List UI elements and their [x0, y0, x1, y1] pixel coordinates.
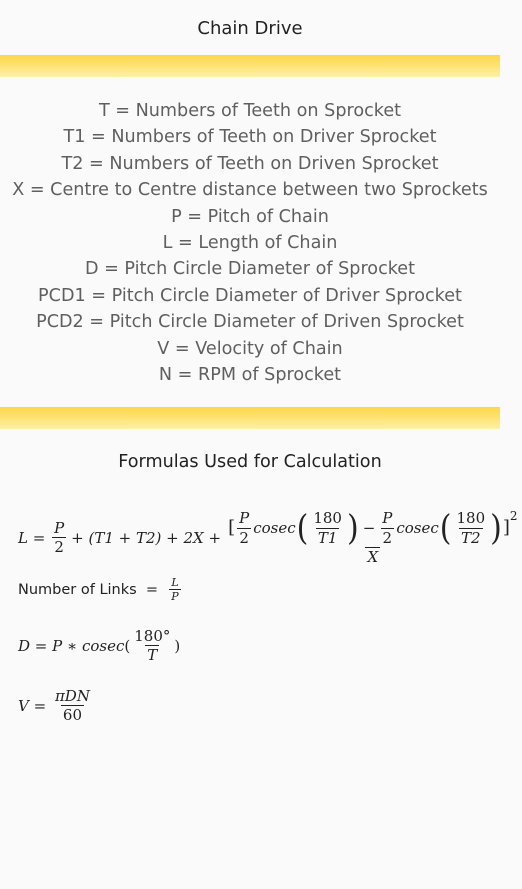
formula-pitch-diameter: D = P ∗ cosec ( $\frac{180^\circ}{T}$ )	[18, 626, 181, 665]
legend-item-pcd1: PCD1 = Pitch Circle Diameter of Driver Sprocket	[38, 285, 462, 306]
legend-item-l: L = Length of Chain	[162, 233, 338, 254]
app-bar	[0, 0, 500, 56]
formula-chain-velocity: V = $\frac{\text{πDN}}{60}$	[18, 686, 90, 725]
legend-item-v: V = Velocity of Chain	[157, 338, 343, 359]
legend-item-p: P = Pitch of Chain	[171, 206, 329, 227]
legend-item-t1: T1 = Numbers of Teeth on Driver Sprocket	[63, 127, 437, 148]
legend-item-pcd2: PCD2 = Pitch Circle Diameter of Driven Sprocket	[36, 312, 464, 333]
fraction-main: [ $\frac{P}{2}$ cosec ( $\frac{180}{T1}$ ) − $\frac{P}{2}$ cosec ( $\frac{180}{T2}$ ) ] $^2$ X	[228, 507, 518, 566]
formula-number-of-links: Number of Links = $\frac{L}{P}$	[18, 575, 179, 604]
accent-band-middle	[0, 407, 500, 429]
legend-item-t2: T2 = Numbers of Teeth on Driven Sprocket	[61, 153, 439, 174]
legend-item-n: N = RPM of Sprocket	[158, 365, 342, 386]
legend-item-d: D = Pitch Circle Diameter of Sprocket	[84, 259, 416, 280]
formulas-heading: Formulas Used for Calculation	[118, 452, 382, 472]
fraction-p-over-2: $\frac{P}{2}$	[54, 518, 65, 557]
legend-item-t: T = Numbers of Teeth on Sprocket	[98, 101, 402, 121]
accent-band-top	[0, 55, 500, 77]
formula-middle-terms: + (T1 + T2) + 2X +	[71, 529, 222, 547]
page-title: Chain Drive	[197, 17, 303, 39]
legend-item-x: X = Centre to Centre distance between two Sprockets	[12, 180, 488, 201]
formula-chain-length: L = $\frac{P}{2}$ + (T1 + T2) + 2X + [ $\frac{P}{2}$ cosec ( $\frac{180}{T1}$ ) − $\frac{P}{2}$ cosec ( $\frac{180}{T2}$ ) ] $^2$ X	[18, 507, 518, 566]
symbol-legend	[0, 98, 500, 388]
